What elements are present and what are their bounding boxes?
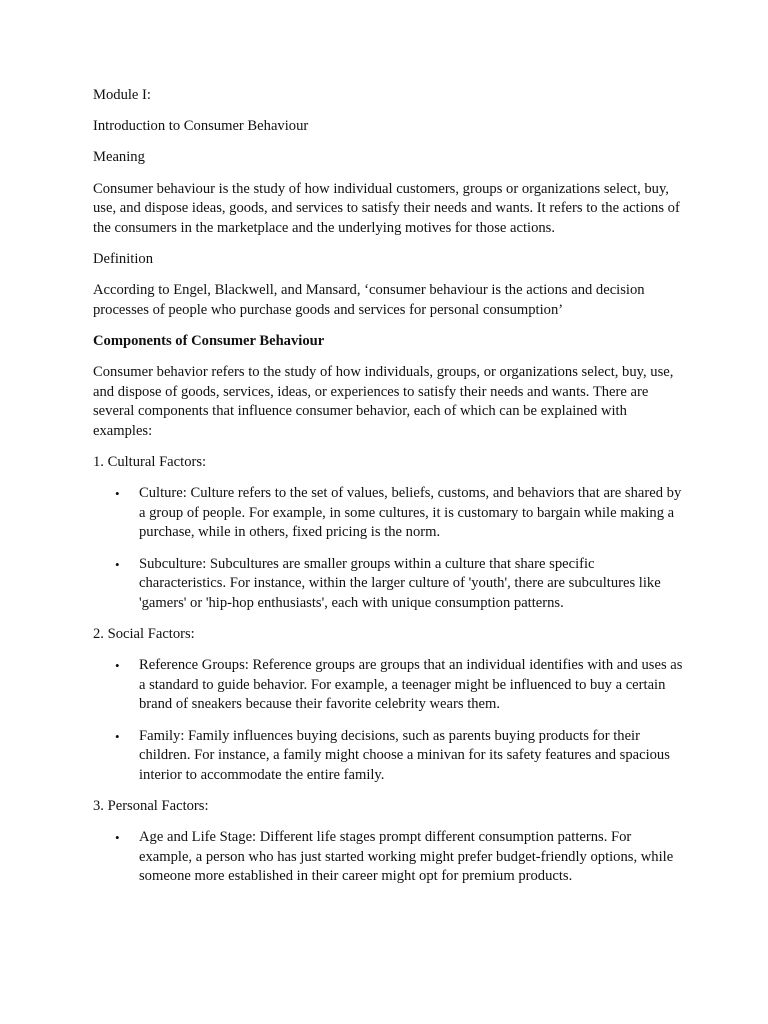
bullet-list [93, 656, 688, 785]
list-item [93, 828, 685, 887]
section-heading: 1. Cultural Factors: [93, 454, 207, 471]
list-item-text: Reference Groups: Reference groups are groups that an individual identifies with and uses as a standard to guide behavior. For example, a teenager might be influenced to buy a certain brand of sneakers because their favorite celebrity wears them. [139, 657, 683, 713]
bullet-list [93, 828, 688, 887]
section-cultural-factors [93, 453, 688, 613]
list-item [93, 555, 685, 614]
meaning-paragraph: Consumer behaviour is the study of how individual customers, groups or organizations select, buy, use, and dispose ideas, goods, and services to satisfy their needs and wants. It refers to the actions of the consumers in the marketplace and the underlying motives for those actions. [93, 180, 680, 236]
module-label: Module I: [93, 87, 151, 103]
list-item [93, 484, 685, 543]
bullet-icon: • [115, 486, 120, 502]
bullet-list [93, 484, 688, 613]
section-personal-factors [93, 797, 688, 887]
bullet-icon: • [115, 658, 120, 674]
list-item [93, 656, 685, 715]
meaning-heading: Meaning [93, 149, 145, 166]
definition-paragraph: According to Engel, Blackwell, and Mansard, ‘consumer behaviour is the actions and decision processes of people who purchase goods and services for personal consumption’ [93, 282, 645, 318]
bullet-icon: • [115, 728, 120, 744]
components-heading: Components of Consumer Behaviour [93, 332, 325, 349]
list-item-text: Family: Family influences buying decisions, such as parents buying products for their children. For instance, a family might choose a minivan for its safety features and spacious interior to accommodate the entire family. [139, 727, 670, 783]
components-intro-paragraph: Consumer behavior refers to the study of how individuals, groups, or organizations select, buy, use, and dispose of goods, services, ideas, or experiences to satisfy their needs and wants. There are several components that influence consumer behavior, each of which can be explained with examples: [93, 364, 674, 439]
section-heading: 3. Personal Factors: [93, 797, 209, 814]
bullet-icon: • [115, 556, 120, 572]
list-item-text: Age and Life Stage: Different life stages prompt different consumption patterns. For example, a person who has just started working might prefer budget-friendly options, while someone more established in their career might opt for premium products. [139, 829, 674, 885]
definition-heading: Definition [93, 250, 153, 267]
section-heading: 2. Social Factors: [93, 626, 195, 642]
list-item [93, 727, 685, 786]
list-item-text: Culture: Culture refers to the set of values, beliefs, customs, and behaviors that are shared by a group of people. For example, in some cultures, it is customary to bargain while making a purchase, while in others, fixed pricing is the norm. [139, 485, 682, 541]
section-social-factors [93, 625, 688, 785]
bullet-icon: • [115, 830, 120, 846]
list-item-text: Subculture: Subcultures are smaller groups within a culture that share specific characteristics. For instance, within the larger culture of 'youth', there are subcultures like 'gamers' or 'hip-hop enthusiasts', each with unique consumption patterns. [139, 555, 661, 611]
document-title: Introduction to Consumer Behaviour [93, 118, 309, 135]
